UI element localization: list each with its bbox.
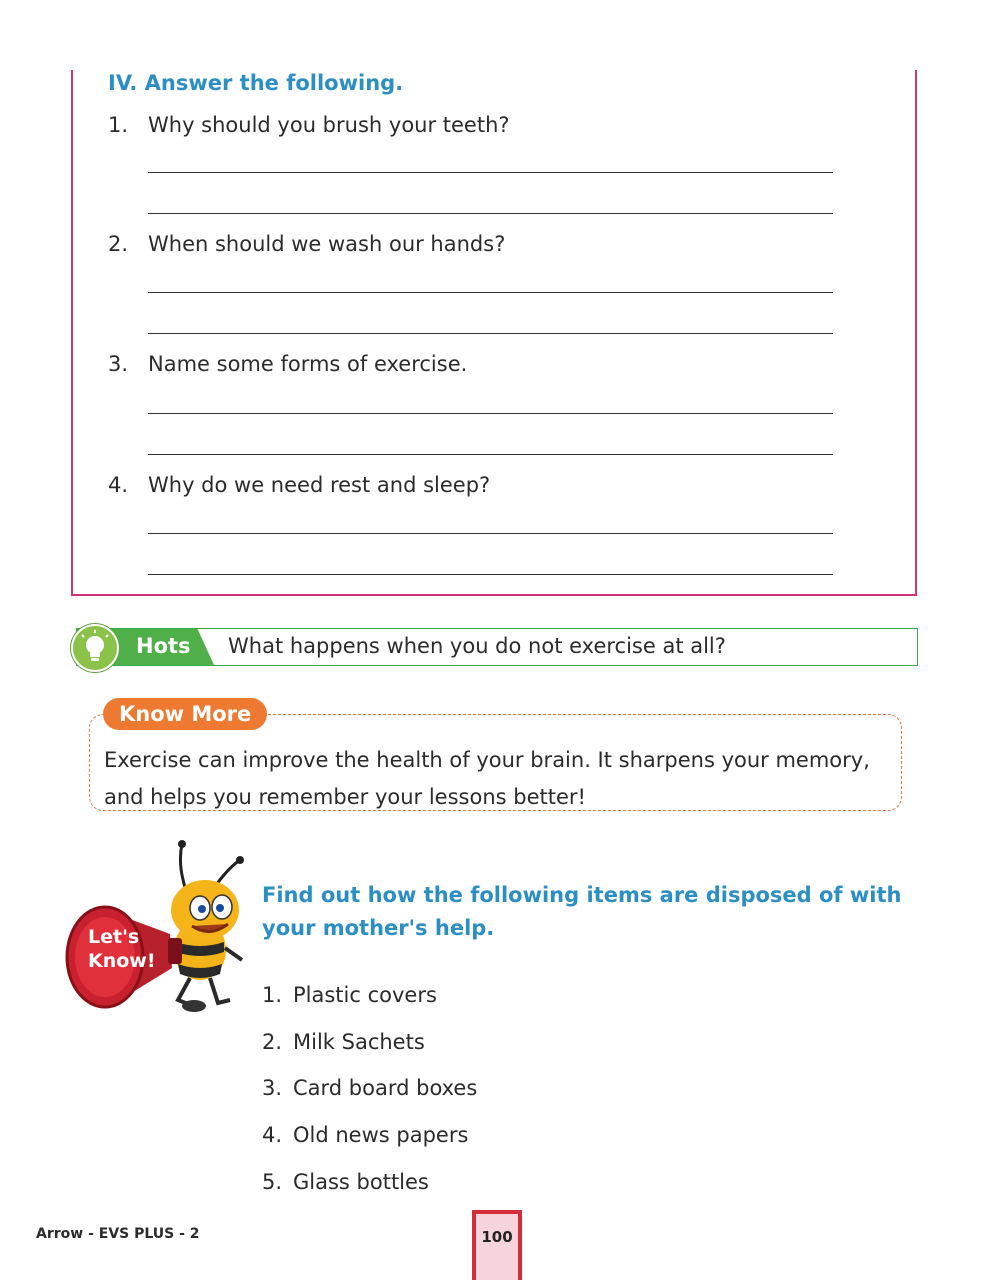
question-text: Why should you brush your teeth? xyxy=(148,113,510,137)
badge-line: Let's xyxy=(88,926,140,948)
item-number: 1. xyxy=(262,983,283,1007)
list-item xyxy=(262,1030,425,1054)
question-1 xyxy=(108,113,510,137)
item-number: 3. xyxy=(262,1076,283,1100)
item-text: Card board boxes xyxy=(293,1076,478,1100)
lets-know-title: Find out how the following items are disposed of with your mother's help. xyxy=(262,883,902,940)
know-more-text: Exercise can improve the health of your brain. It sharpens your memory, and helps you remember your lessons better! xyxy=(104,748,870,809)
question-number: 1. xyxy=(108,113,129,137)
item-number: 5. xyxy=(262,1170,283,1194)
question-number: 2. xyxy=(108,232,129,256)
answer-line[interactable] xyxy=(148,172,833,173)
question-text: When should we wash our hands? xyxy=(148,232,506,256)
question-2 xyxy=(108,232,505,256)
answer-line[interactable] xyxy=(148,292,833,293)
question-number: 3. xyxy=(108,352,129,376)
answer-line[interactable] xyxy=(148,333,833,334)
know-more-label: Know More xyxy=(103,698,267,730)
question-number: 4. xyxy=(108,473,129,497)
item-number: 4. xyxy=(262,1123,283,1147)
hots-label: Hots xyxy=(136,634,191,658)
list-item xyxy=(262,1076,477,1100)
answer-line[interactable] xyxy=(148,454,833,455)
item-number: 2. xyxy=(262,1030,283,1054)
list-item xyxy=(262,1123,468,1147)
answer-line[interactable] xyxy=(148,574,833,575)
item-text: Plastic covers xyxy=(293,983,437,1007)
answer-line[interactable] xyxy=(148,533,833,534)
section-heading: IV. Answer the following. xyxy=(108,71,404,95)
list-item xyxy=(262,983,437,1007)
item-text: Milk Sachets xyxy=(293,1030,425,1054)
answer-line[interactable] xyxy=(148,213,833,214)
answer-line[interactable] xyxy=(148,413,833,414)
question-text: Name some forms of exercise. xyxy=(148,352,468,376)
lets-know-badge xyxy=(88,925,156,973)
list-item xyxy=(262,1170,429,1194)
question-3 xyxy=(108,352,467,376)
book-title: Arrow - EVS PLUS - 2 xyxy=(36,1226,200,1242)
question-text: Why do we need rest and sleep? xyxy=(148,473,491,497)
hots-question: What happens when you do not exercise at all? xyxy=(228,634,726,658)
page-number: 100 xyxy=(481,1228,513,1246)
badge-line: Know! xyxy=(88,950,156,972)
question-4 xyxy=(108,473,490,497)
item-text: Glass bottles xyxy=(293,1170,429,1194)
lightbulb-icon xyxy=(71,624,119,672)
item-text: Old news papers xyxy=(293,1123,469,1147)
